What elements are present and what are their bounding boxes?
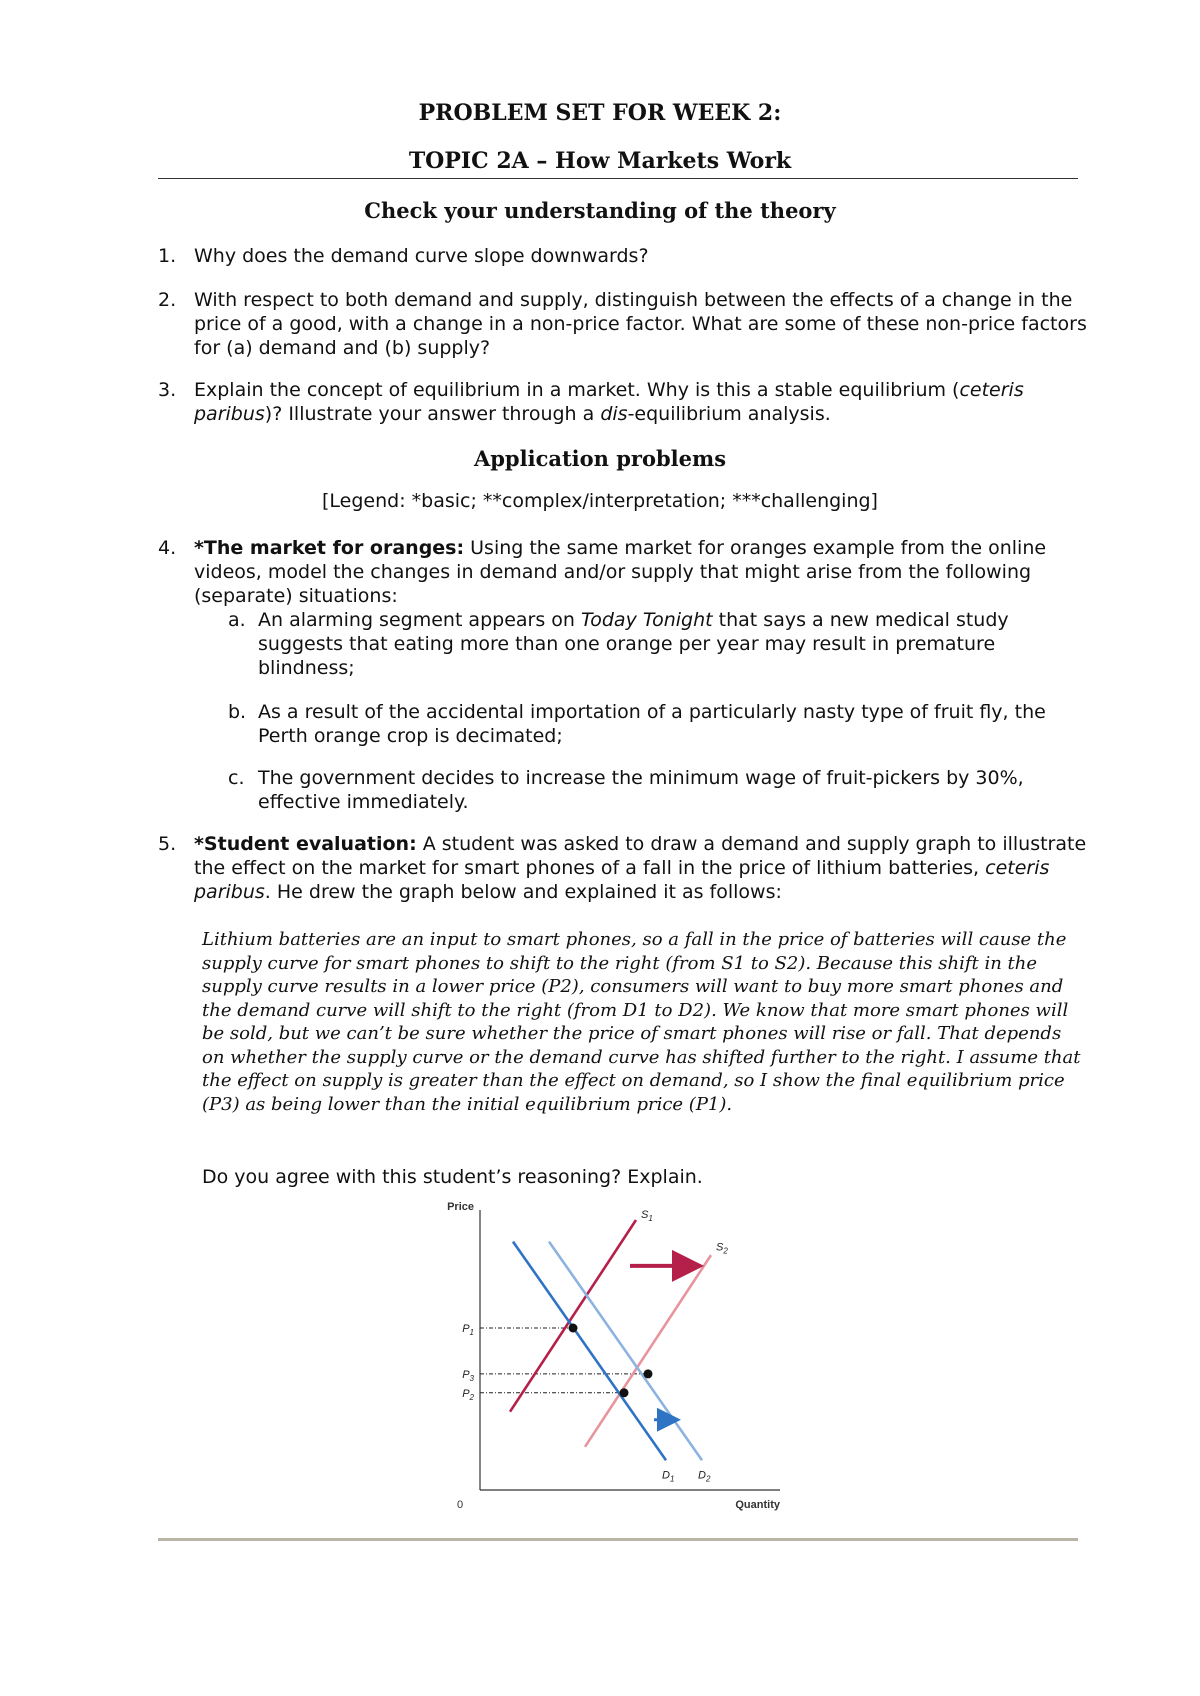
text-run: -equilibrium analysis. <box>627 403 831 425</box>
equilibrium-point-e3 <box>644 1369 653 1378</box>
question-heading: *Student evaluation: <box>194 833 417 855</box>
equilibrium-point-e2 <box>620 1388 629 1397</box>
emphasis: dis <box>600 403 628 425</box>
question-text <box>194 536 1098 608</box>
text-run: A student was asked to draw a demand and supply graph to illustrate the effect on the market for smart phones of a fall in the price of lithium batteries, <box>194 833 1087 879</box>
price-label-p1: $P_1$ <box>462 1323 474 1337</box>
question-prompt: Do you agree with this student’s reasoning? Explain. <box>202 1166 703 1188</box>
equilibrium-point-e1 <box>569 1324 578 1333</box>
emphasis: ceteris paribus <box>194 379 1024 425</box>
sub-question-letter: a. <box>228 609 246 631</box>
emphasis: ceteris paribus <box>194 857 1050 903</box>
question-text <box>194 832 1098 904</box>
student-explanation: Lithium batteries are an input to smart phones, so a fall in the price of batteries will cause the supply curve for smart phones to shift to the right (from S1 to S2). Because this shift in the supply curve results in a lower price (P2), consumers will want to buy more smart phones and the demand curve will shift to the right (from D1 to D2). We know that more smart phones will be sold, but we can’t be sure whether the price of smart phones will rise or fall. That depends on whether the supply curve or the demand curve has shifted further to the right. I assume that the effect on supply is greater than the effect on demand, so I show the final equilibrium price (P3) as being lower than the initial equilibrium price (P1). <box>202 929 1081 1115</box>
y-axis-label: Price <box>447 1201 474 1213</box>
text-run: . He drew the graph below and explained it as follows: <box>264 881 782 903</box>
emphasis: Today Tonight <box>580 609 713 631</box>
curve-d1 <box>513 1242 666 1461</box>
sub-question-text <box>258 608 1088 680</box>
question-number: 4. <box>158 537 177 559</box>
theory-heading: Check your understanding of the theory <box>364 198 836 223</box>
supply-demand-chart <box>430 1200 790 1520</box>
question-heading: *The market for oranges: <box>194 537 465 559</box>
question-number: 1. <box>158 245 177 267</box>
text-run: that says a new medical study suggests that eating more than one orange per year may result in premature blindness; <box>258 609 1009 679</box>
application-heading: Application problems <box>473 446 727 471</box>
x-axis-label: Quantity <box>735 1499 780 1511</box>
price-label-p2: $P_2$ <box>462 1387 474 1402</box>
question-text: Why does the demand curve slope downwards? <box>194 245 649 267</box>
question-text: With respect to both demand and supply, distinguish between the effects of a change in the price of a good, with a change in a non-price factor. What are some of these non-price factors for (a) demand and (b) supply? <box>194 289 1087 359</box>
header-divider <box>158 178 1078 179</box>
sub-question-text: The government decides to increase the minimum wage of fruit-pickers by 30%, effective immediately. <box>258 767 1024 813</box>
curve-d2 <box>549 1242 702 1461</box>
footer-divider <box>158 1538 1078 1541</box>
topic-title: TOPIC 2A – How Markets Work <box>408 148 792 174</box>
text-run: )? Illustrate your answer through a <box>264 403 601 425</box>
text-run: An alarming segment appears on <box>258 609 581 631</box>
page-title: PROBLEM SET FOR WEEK 2: <box>418 100 782 126</box>
sub-question-letter: c. <box>228 767 245 789</box>
question-number: 2. <box>158 289 177 311</box>
curve-label-s1: $S_1$ <box>641 1209 653 1223</box>
curve-label-d1: $D_1$ <box>662 1469 675 1484</box>
difficulty-legend: [Legend: *basic; **complex/interpretation; ***challenging] <box>322 490 878 512</box>
origin-label: 0 <box>456 1499 464 1511</box>
text-run: Using the same market for oranges example from the online videos, model the changes in demand and/or supply that might arise from the following (separate) situations: <box>194 537 1047 607</box>
question-number: 3. <box>158 379 177 401</box>
curve-label-d2: $D_2$ <box>698 1469 711 1484</box>
sub-question-text: As a result of the accidental importation of a particularly nasty type of fruit fly, the Perth orange crop is decimated; <box>258 701 1046 747</box>
question-text <box>194 378 1098 426</box>
price-label-p3: $P_3$ <box>462 1368 474 1383</box>
curve-label-s2: $S_2$ <box>716 1241 728 1256</box>
text-run: Explain the concept of equilibrium in a market. Why is this a stable equilibrium ( <box>194 379 960 401</box>
question-number: 5. <box>158 833 177 855</box>
curve-s1 <box>510 1220 636 1412</box>
curve-s2 <box>585 1255 711 1447</box>
sub-question-letter: b. <box>228 701 247 723</box>
